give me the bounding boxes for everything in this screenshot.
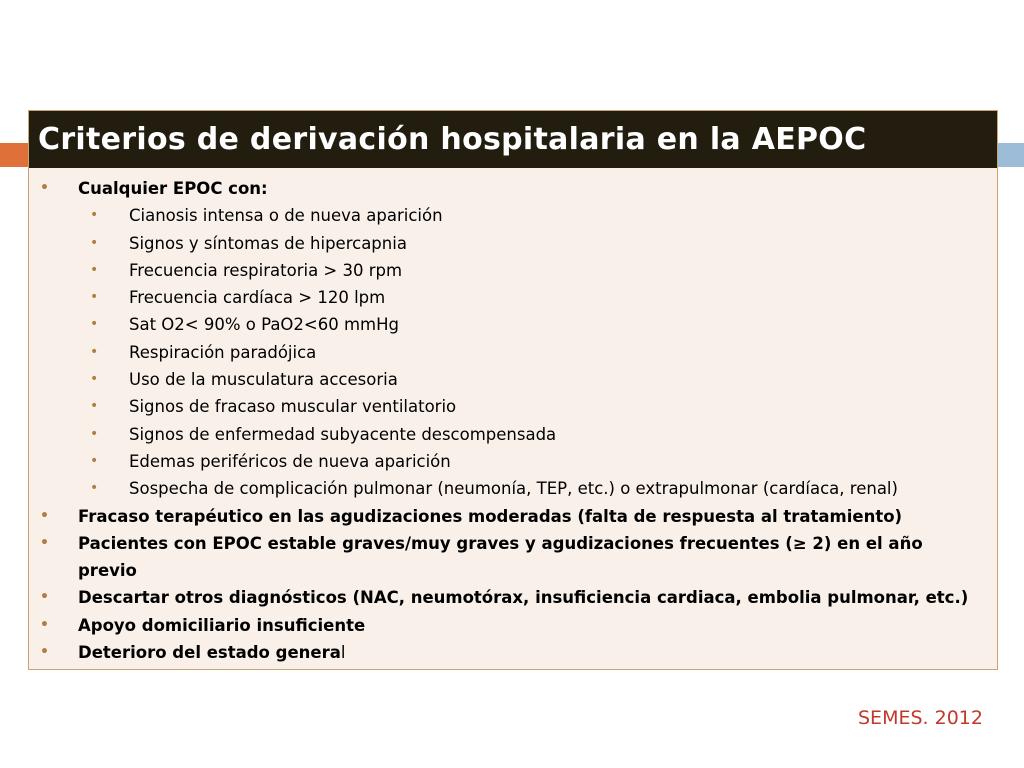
sub-list-item xyxy=(29,230,995,257)
bullet-icon: • xyxy=(90,234,99,251)
bullet-icon: • xyxy=(40,644,49,661)
list-item-text: Descartar otros diagnósticos (NAC, neumotórax, insuficiencia cardiaca, embolia pulmonar, etc.) xyxy=(78,588,969,608)
left-accent-bar xyxy=(0,143,29,167)
sub-list-item-text: Frecuencia respiratoria > 30 rpm xyxy=(129,260,403,280)
sub-list-item xyxy=(29,284,995,311)
sub-list-item-text: Sospecha de complicación pulmonar (neumonía, TEP, etc.) o extrapulmonar (cardíaca, renal) xyxy=(129,479,898,499)
bullet-icon: • xyxy=(90,261,99,278)
slide-title: Criterios de derivación hospitalaria en la AEPOC xyxy=(38,122,867,157)
list-item-text-bold: Deterioro del estado genera xyxy=(78,643,341,663)
bullet-icon: • xyxy=(40,534,49,551)
bullet-icon: • xyxy=(90,398,99,415)
sub-list-item-text: Signos y síntomas de hipercapnia xyxy=(129,233,407,253)
sub-list-item-text: Cianosis intensa o de nueva aparición xyxy=(129,206,443,226)
sub-list-item xyxy=(29,339,995,366)
bullet-icon: • xyxy=(40,180,49,196)
sub-list-item-text: Signos de fracaso muscular ventilatorio xyxy=(129,397,457,417)
sub-list-item-text: Sat O2< 90% o PaO2<60 mmHg xyxy=(129,315,400,335)
list-item-text: Fracaso terapéutico en las agudizaciones moderadas (falta de respuesta al tratamiento) xyxy=(78,506,903,526)
criteria-panel xyxy=(28,110,998,670)
bullet-icon: • xyxy=(40,616,49,633)
sub-list-item-text: Edemas periféricos de nueva aparición xyxy=(129,451,451,471)
sub-list-item-text: Frecuencia cardíaca > 120 lpm xyxy=(129,288,386,308)
list-item xyxy=(29,503,995,530)
list-item xyxy=(29,175,995,202)
bullet-icon: • xyxy=(90,343,99,360)
criteria-list xyxy=(29,175,995,666)
list-item-text-tail: l xyxy=(340,643,346,663)
sub-list-item-text: Uso de la musculatura accesoria xyxy=(129,370,398,390)
list-item xyxy=(29,612,995,639)
sub-list-item-text: Signos de enfermedad subyacente descompensada xyxy=(129,424,557,444)
right-accent-bar xyxy=(998,143,1024,167)
sub-list-item xyxy=(29,475,995,502)
list-item-text: Pacientes con EPOC estable graves/muy graves y agudizaciones frecuentes (≥ 2) en el año previo xyxy=(78,533,923,581)
list-item-text: Apoyo domiciliario insuficiente xyxy=(78,615,366,635)
sub-list-item xyxy=(29,448,995,475)
bullet-icon: • xyxy=(90,425,99,442)
bullet-icon: • xyxy=(90,316,99,333)
sub-list-item xyxy=(29,393,995,420)
sub-list-item xyxy=(29,257,995,284)
sub-list-item xyxy=(29,421,995,448)
bullet-icon: • xyxy=(40,589,49,606)
sub-list-item-text: Respiración paradójica xyxy=(129,342,317,362)
list-item-text xyxy=(78,643,345,662)
sub-list-item xyxy=(29,202,995,229)
source-citation: SEMES. 2012 xyxy=(858,707,983,729)
bullet-icon: • xyxy=(40,507,49,524)
bullet-icon: • xyxy=(90,207,99,224)
list-item xyxy=(29,639,995,666)
list-item xyxy=(29,584,995,611)
list-item xyxy=(29,530,978,585)
bullet-icon: • xyxy=(90,480,99,497)
bullet-icon: • xyxy=(90,371,99,388)
bullet-icon: • xyxy=(90,452,99,469)
title-bar xyxy=(29,111,997,168)
bullet-icon: • xyxy=(90,289,99,306)
sub-list-item xyxy=(29,366,995,393)
list-item-text: Cualquier EPOC con: xyxy=(78,179,268,198)
sub-list-item xyxy=(29,311,995,338)
